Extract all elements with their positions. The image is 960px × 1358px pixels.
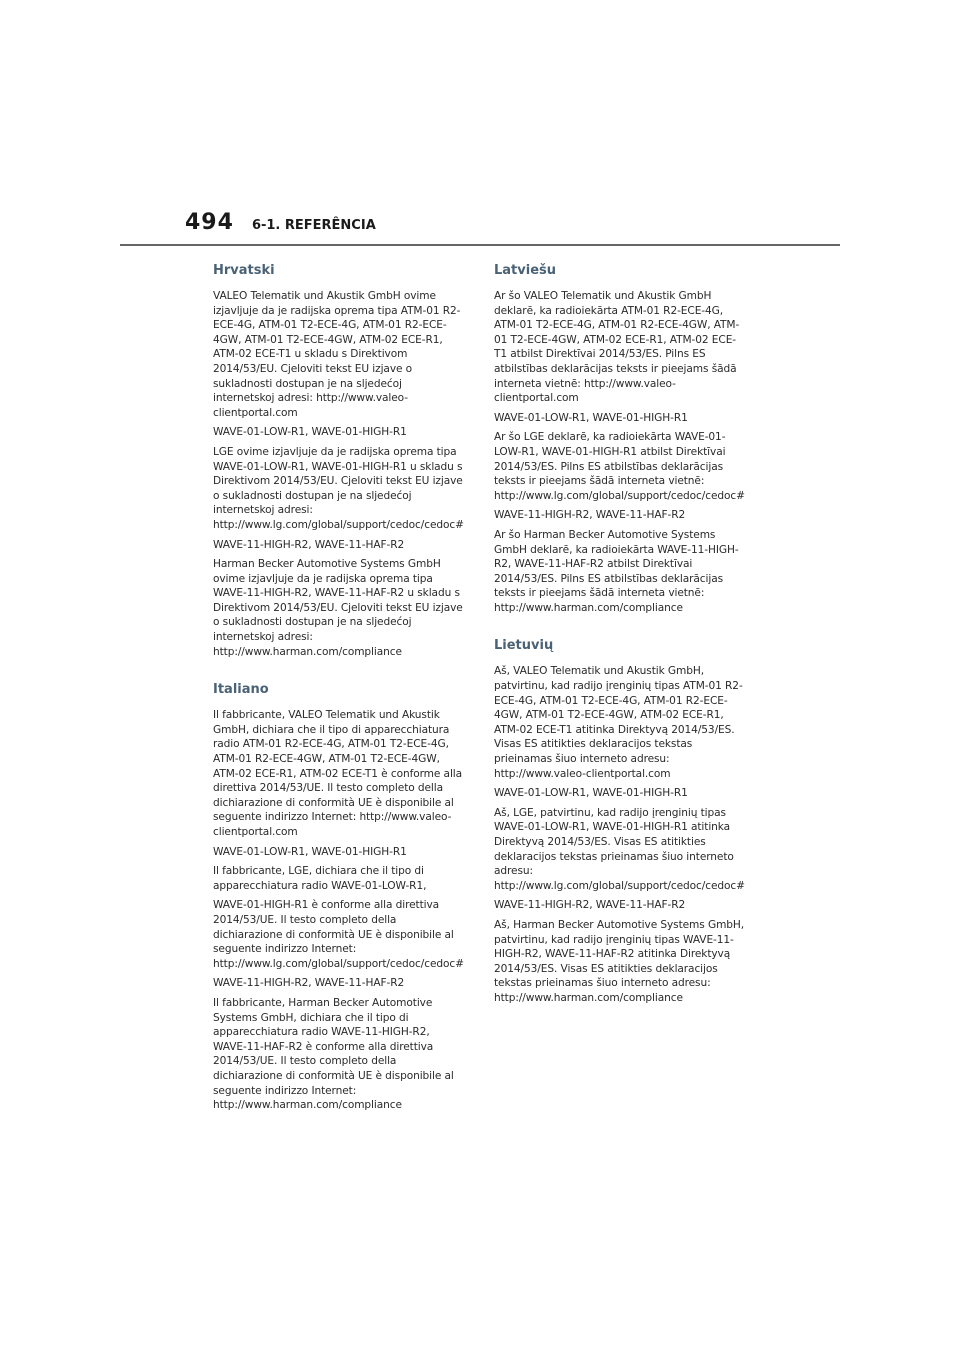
declaration-paragraph: LGE ovime izjavljuje da je radijska oprema tipa WAVE-01-LOW-R1, WAVE-01-HIGH-R1 u skladu s Direktivom 2014/53/EU. Cjeloviti tekst EU izjave o sukladnosti dostupan je na sljedećoj internetskoj adresi: http://www.lg.com/global/support/cedoc/cedoc# (213, 445, 464, 531)
language-section-latviesu (494, 262, 746, 615)
model-list: WAVE-01-LOW-R1, WAVE-01-HIGH-R1 (213, 426, 407, 439)
declaration-paragraph: Il fabbricante, Harman Becker Automotive Systems GmbH, dichiara che il tipo di apparecchiatura radio WAVE-11-HIGH-R2, WAVE-11-HAF-R2 è conforme alla direttiva 2014/53/UE. Il testo completo della dichiarazione di conformità UE è disponibile al seguente indirizzo Internet: http://www.harman.com/compliance (213, 996, 454, 1112)
declaration-paragraph: Harman Becker Automotive Systems GmbH ovime izjavljuje da je radijska oprema tipa WAVE-11-HIGH-R2, WAVE-11-HAF-R2 u skladu s Direktivom 2014/53/EU. Cjeloviti tekst EU izjave o sukladnosti dostupan je na sljedećoj internetskoj adresi: http://www.harman.com/compliance (213, 558, 463, 658)
header-divider (120, 244, 840, 246)
right-column (494, 262, 746, 1011)
left-column (213, 262, 465, 1118)
page-number: 494 (185, 210, 234, 235)
model-list: WAVE-11-HIGH-R2, WAVE-11-HAF-R2 (213, 538, 405, 551)
model-list: WAVE-01-LOW-R1, WAVE-01-HIGH-R1 (494, 411, 688, 424)
declaration-paragraph: VALEO Telematik und Akustik GmbH ovime izjavljuje da je radijska oprema tipa ATM-01 R2-ECE-4G, ATM-01 T2-ECE-4G, ATM-01 R2-ECE-4GW, ATM-01 T2-ECE-4GW, ATM-02 ECE-R1, ATM-02 ECE-T1 u skladu s Direktivom 2014/53/EU. Cjeloviti tekst EU izjave o sukladnosti dostupan je na sljedećoj internetskoj adresi: http://www.valeo-clientportal.com (213, 290, 461, 419)
language-section-lietuviu (494, 637, 746, 1005)
model-list: WAVE-11-HIGH-R2, WAVE-11-HAF-R2 (494, 899, 686, 912)
language-heading: Hrvatski (213, 263, 275, 278)
declaration-paragraph: Aš, VALEO Telematik und Akustik GmbH, patvirtinu, kad radijo įrenginių tipas ATM-01 R2-ECE-4G, ATM-01 T2-ECE-4G, ATM-01 R2-ECE-4GW, ATM-01 T2-ECE-4GW, ATM-02 ECE-R1, ATM-02 ECE-T1 atitinka Direktyvą 2014/53/ES. Visas ES atitikties deklaracijos tekstas prieinamas šiuo interneto adresu: http://www.valeo-clientportal.com (494, 665, 743, 780)
declaration-paragraph: Ar šo LGE deklarē, ka radioiekārta WAVE-01-LOW-R1, WAVE-01-HIGH-R1 atbilst Direktīvai 2014/53/ES. Pilns ES atbilstības deklarācijas teksts ir pieejams šādā interneta vietnē: http://www.lg.com/global/support/cedoc/cedoc# (494, 431, 745, 502)
declaration-paragraph: Aš, Harman Becker Automotive Systems GmbH, patvirtinu, kad radijo įrenginių tipas WAVE-11-HIGH-R2, WAVE-11-HAF-R2 atitinka Direktyvą 2014/53/ES. Visas ES atitikties deklaracijos tekstas prieinamas šiuo interneto adresu: http://www.harman.com/compliance (494, 918, 745, 1004)
language-heading: Latviešu (494, 263, 557, 278)
declaration-paragraph: Il fabbricante, VALEO Telematik und Akustik GmbH, dichiara che il tipo di apparecchiatura radio ATM-01 R2-ECE-4G, ATM-01 T2-ECE-4G, ATM-01 R2-ECE-4GW, ATM-01 T2-ECE-4GW, ATM-02 ECE-R1, ATM-02 ECE-T1 è conforme alla direttiva 2014/53/UE. Il testo completo della dichiarazione di conformità UE è disponibile al seguente indirizzo Internet: http://www.valeo-clientportal.com (213, 709, 463, 838)
declaration-paragraph: Aš, LGE, patvirtinu, kad radijo įrenginių tipas WAVE-01-LOW-R1, WAVE-01-HIGH-R1 atitinka Direktyvą 2014/53/ES. Visas ES atitikties deklaracijos tekstas prieinamas šiuo interneto adresu: http://www.lg.com/global/support/cedoc/cedoc# (494, 806, 745, 892)
declaration-paragraph: Il fabbricante, LGE, dichiara che il tipo di apparecchiatura radio WAVE-01-LOW-R1, (213, 865, 427, 892)
page-header (185, 210, 376, 246)
language-section-italiano (213, 681, 465, 1112)
declaration-paragraph: Ar šo Harman Becker Automotive Systems GmbH deklarē, ka radioiekārta WAVE-11-HIGH-R2, WAVE-11-HAF-R2 atbilst Direktīvai 2014/53/ES. Pilns ES atbilstības deklarācijas teksts ir pieejams šādā interneta vietnē: http://www.harman.com/compliance (494, 528, 739, 614)
model-list: WAVE-01-LOW-R1, WAVE-01-HIGH-R1 (213, 845, 407, 858)
language-heading: Italiano (213, 682, 269, 698)
model-list: WAVE-11-HIGH-R2, WAVE-11-HAF-R2 (213, 977, 405, 990)
model-list: WAVE-11-HIGH-R2, WAVE-11-HAF-R2 (494, 509, 686, 522)
section-title: 6-1. REFERÊNCIA (251, 218, 376, 233)
language-heading: Lietuvių (494, 638, 554, 654)
declaration-paragraph: WAVE-01-HIGH-R1 è conforme alla direttiva 2014/53/UE. Il testo completo della dichiarazione di conformità UE è disponibile al seguente indirizzo Internet: http://www.lg.com/global/support/cedoc/cedoc# (213, 899, 464, 970)
model-list: WAVE-01-LOW-R1, WAVE-01-HIGH-R1 (494, 787, 688, 800)
declaration-paragraph: Ar šo VALEO Telematik und Akustik GmbH deklarē, ka radioiekārta ATM-01 R2-ECE-4G, ATM-01 T2-ECE-4G, ATM-01 R2-ECE-4GW, ATM-01 T2-ECE-4GW, ATM-02 ECE-R1, ATM-02 ECE-T1 atbilst Direktīvai 2014/53/ES. Pilns ES atbilstības deklarācijas teksts ir pieejams šādā interneta vietnē: http://www.valeo-clientportal.com (494, 290, 740, 405)
language-section-hrvatski (213, 262, 465, 659)
